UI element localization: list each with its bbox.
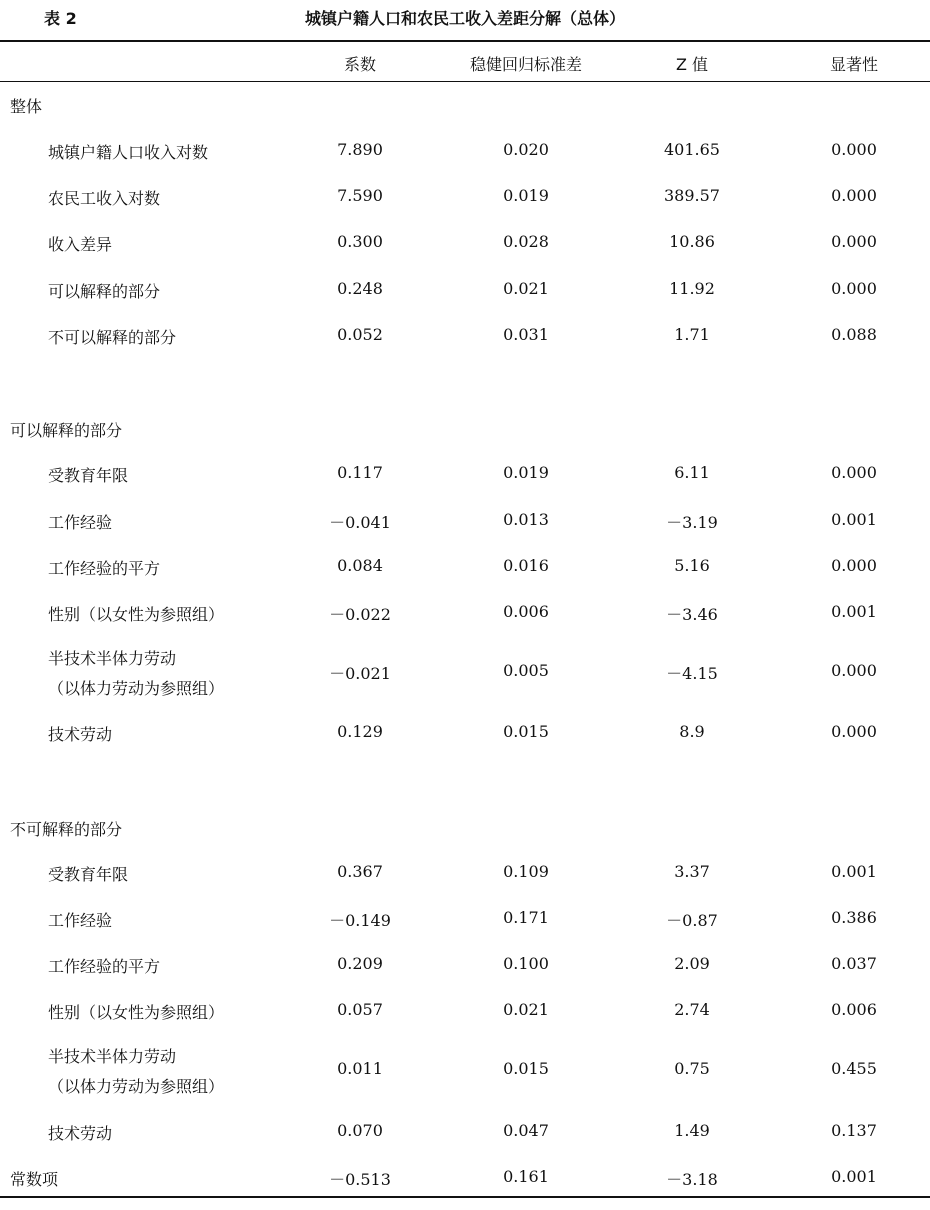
robust-se-cell: 0.028	[503, 232, 549, 251]
robust-se-cell: 0.013	[503, 510, 549, 529]
row-label: 不可解释的部分	[10, 820, 123, 839]
coefficient-cell: 0.209	[337, 954, 383, 973]
z-value-cell: 3.37	[674, 862, 710, 881]
table-caption	[0, 6, 930, 32]
robust-se-cell: 0.100	[503, 954, 549, 973]
table-label: 表 2	[44, 9, 77, 28]
header-significance: 显著性	[829, 55, 878, 74]
robust-se-cell: 0.006	[503, 602, 549, 621]
row-label: 性别（以女性为参照组）	[48, 605, 225, 624]
z-value-cell: 6.11	[674, 463, 710, 482]
header-coefficient: 系数	[343, 55, 376, 74]
significance-cell: 0.000	[831, 556, 877, 575]
significance-cell: 0.000	[831, 186, 877, 205]
coefficient-cell: 0.300	[337, 232, 383, 251]
significance-cell: 0.006	[831, 1000, 877, 1019]
coefficient-cell: －0.149	[329, 911, 391, 930]
z-value-cell: 5.16	[674, 556, 710, 575]
coefficient-cell: 0.070	[337, 1121, 383, 1140]
significance-cell: 0.001	[831, 862, 877, 881]
significance-cell: 0.001	[831, 602, 877, 621]
row-label: 收入差异	[48, 235, 113, 254]
robust-se-cell: 0.171	[503, 908, 549, 927]
coefficient-cell: 0.057	[337, 1000, 383, 1019]
z-value-cell: 11.92	[669, 279, 715, 298]
z-value-cell: 2.74	[674, 1000, 710, 1019]
z-value-cell: 401.65	[664, 140, 720, 159]
coefficient-cell: 0.248	[337, 279, 383, 298]
robust-se-cell: 0.109	[503, 862, 549, 881]
significance-cell: 0.137	[831, 1121, 877, 1140]
row-label: 半技术半体力劳动	[48, 1047, 177, 1066]
robust-se-cell: 0.161	[503, 1167, 549, 1186]
header-rule	[0, 81, 930, 82]
significance-cell: 0.000	[831, 140, 877, 159]
robust-se-cell: 0.047	[503, 1121, 549, 1140]
row-label: 工作经验的平方	[48, 957, 161, 976]
bottom-rule	[0, 1196, 930, 1198]
coefficient-cell: －0.021	[329, 664, 391, 683]
robust-se-cell: 0.016	[503, 556, 549, 575]
significance-cell: 0.000	[831, 232, 877, 251]
z-value-cell: 8.9	[679, 722, 705, 741]
robust-se-cell: 0.021	[503, 1000, 549, 1019]
coefficient-cell: －0.041	[329, 513, 391, 532]
robust-se-cell: 0.015	[503, 722, 549, 741]
coefficient-cell: 0.117	[337, 463, 383, 482]
robust-se-cell: 0.031	[503, 325, 549, 344]
row-label: 不可以解释的部分	[48, 328, 177, 347]
robust-se-cell: 0.015	[503, 1059, 549, 1078]
coefficient-cell: 0.367	[337, 862, 383, 881]
row-label: 受教育年限	[48, 865, 129, 884]
robust-se-cell: 0.005	[503, 661, 549, 680]
row-label: 工作经验的平方	[48, 559, 161, 578]
row-label: 整体	[10, 97, 43, 116]
z-value-cell: 10.86	[669, 232, 715, 251]
significance-cell: 0.386	[831, 908, 877, 927]
robust-se-cell: 0.019	[503, 463, 549, 482]
coefficient-cell: 0.011	[337, 1059, 383, 1078]
header-z-value: Z 值	[675, 55, 709, 74]
coefficient-cell: 7.590	[337, 186, 383, 205]
row-label-note: （以体力劳动为参照组）	[48, 1077, 225, 1096]
z-value-cell: －0.87	[666, 911, 718, 930]
table-title: 城镇户籍人口和农民工收入差距分解（总体）	[304, 9, 625, 28]
row-label: 技术劳动	[48, 1124, 113, 1143]
row-label: 可以解释的部分	[48, 282, 161, 301]
coefficient-cell: －0.513	[329, 1170, 391, 1189]
z-value-cell: 2.09	[674, 954, 710, 973]
coefficient-cell: 0.052	[337, 325, 383, 344]
robust-se-cell: 0.019	[503, 186, 549, 205]
coefficient-cell: 0.129	[337, 722, 383, 741]
robust-se-cell: 0.020	[503, 140, 549, 159]
significance-cell: 0.000	[831, 279, 877, 298]
z-value-cell: 1.71	[674, 325, 710, 344]
z-value-cell: －4.15	[666, 664, 718, 683]
robust-se-cell: 0.021	[503, 279, 549, 298]
z-value-cell: 1.49	[674, 1121, 710, 1140]
coefficient-cell: －0.022	[329, 605, 391, 624]
z-value-cell: －3.18	[666, 1170, 718, 1189]
row-label: 技术劳动	[48, 725, 113, 744]
coefficient-cell: 0.084	[337, 556, 383, 575]
significance-cell: 0.001	[831, 1167, 877, 1186]
row-label-note: （以体力劳动为参照组）	[48, 679, 225, 698]
row-label: 农民工收入对数	[48, 189, 161, 208]
coefficient-cell: 7.890	[337, 140, 383, 159]
row-label: 性别（以女性为参照组）	[48, 1003, 225, 1022]
significance-cell: 0.001	[831, 510, 877, 529]
significance-cell: 0.000	[831, 661, 877, 680]
significance-cell: 0.088	[831, 325, 877, 344]
z-value-cell: 0.75	[674, 1059, 710, 1078]
z-value-cell: 389.57	[664, 186, 720, 205]
row-label: 受教育年限	[48, 466, 129, 485]
row-label: 工作经验	[48, 911, 113, 930]
z-value-cell: －3.46	[666, 605, 718, 624]
significance-cell: 0.037	[831, 954, 877, 973]
row-label: 工作经验	[48, 513, 113, 532]
significance-cell: 0.455	[831, 1059, 877, 1078]
header-robust-se: 稳健回归标准差	[469, 55, 582, 74]
top-rule	[0, 40, 930, 42]
significance-cell: 0.000	[831, 722, 877, 741]
row-label: 城镇户籍人口收入对数	[48, 143, 209, 162]
row-label: 常数项	[10, 1170, 59, 1189]
row-label: 半技术半体力劳动	[48, 649, 177, 668]
row-label: 可以解释的部分	[10, 421, 123, 440]
z-value-cell: －3.19	[666, 513, 718, 532]
significance-cell: 0.000	[831, 463, 877, 482]
